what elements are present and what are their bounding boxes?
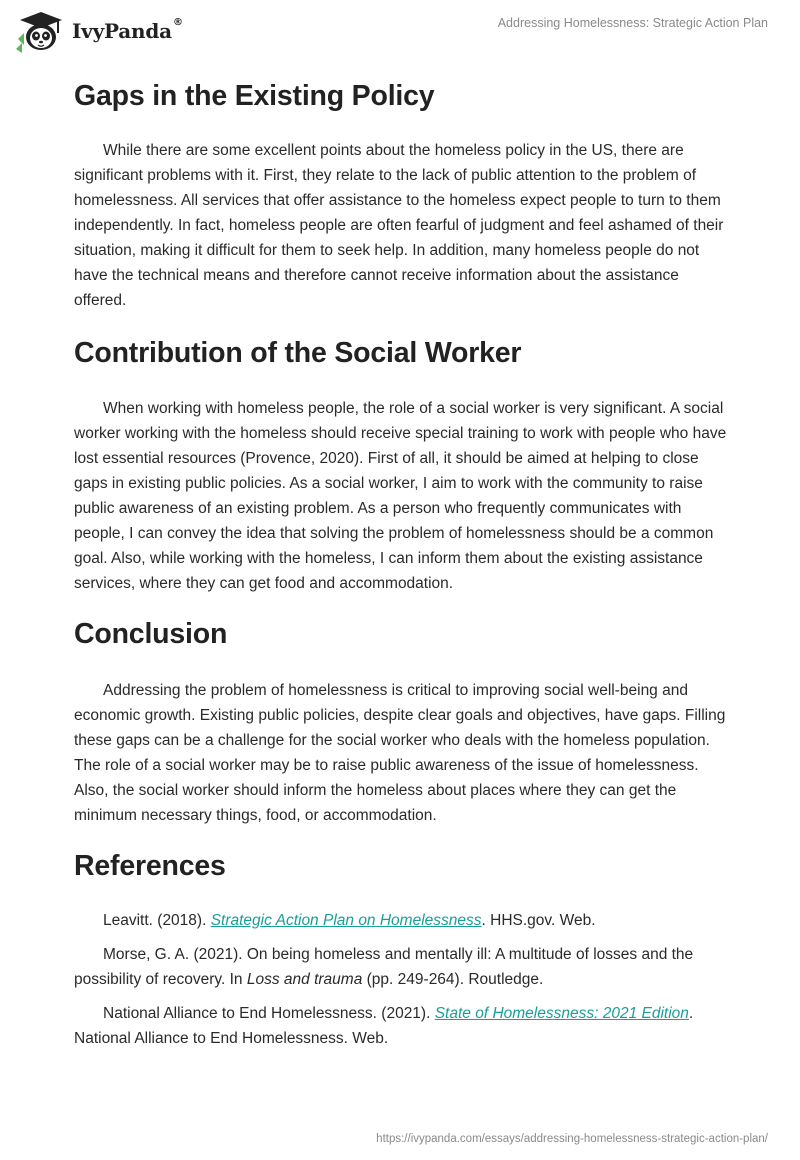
section-body-conclusion: Addressing the problem of homelessness is critical to improving social well-being and economic growth. Existing public policies, despite clear goals and objectives, have gaps. Filling these gaps can be a challenge for the social worker who deals with the homeless population. The role of a social worker may be to raise public awareness of the issue of homelessness. Also, the social worker should inform the homeless about places where they can get the minimum necessary things, food, or accommodation. bbox=[74, 682, 726, 824]
reference-link[interactable]: State of Homelessness: 2021 Edition bbox=[434, 1005, 689, 1022]
reference-item: Morse, G. A. (2021). On being homeless and mentally ill: A multitude of losses and the possibility of recovery. In Loss and trauma (pp. 249-264). Routledge. bbox=[74, 946, 694, 988]
reference-item: Leavitt. (2018). Strategic Action Plan on Homelessness. HHS.gov. Web. bbox=[103, 912, 596, 929]
running-title: Addressing Homelessness: Strategic Action Plan bbox=[497, 16, 768, 30]
article-content bbox=[74, 70, 728, 1060]
section-body-gaps: While there are some excellent points about the homeless policy in the US, there are significant problems with it. First, they relate to the lack of public attention to the problem of homelessness. All services that offer assistance to the homeless expect people to turn to them independently. In fact, homeless people are often fearful of judgment and feel ashamed of their situation, making it difficult for them to seek help. In addition, many homeless people do not have the technical means and therefore cannot receive information about the assistance offered. bbox=[74, 142, 724, 309]
footer-url[interactable]: https://ivypanda.com/essays/addressing-homelessness-strategic-action-plan/ bbox=[376, 1133, 768, 1145]
reference-link[interactable]: Strategic Action Plan on Homelessness bbox=[210, 912, 482, 929]
page-header bbox=[0, 0, 800, 60]
section-title-conclusion: Conclusion bbox=[74, 618, 228, 650]
section-title-contribution: Contribution of the Social Worker bbox=[74, 337, 522, 369]
ivypanda-logo[interactable] bbox=[14, 9, 183, 53]
reference-item: National Alliance to End Homelessness. (2021). State of Homelessness: 2021 Edition. National Alliance to End Homelessness. Web. bbox=[74, 1005, 694, 1047]
section-title-gaps: Gaps in the Existing Policy bbox=[74, 80, 435, 112]
panda-graduate-icon bbox=[14, 9, 66, 53]
section-title-references: References bbox=[74, 850, 226, 882]
brand-name: IvyPanda® bbox=[72, 17, 183, 43]
section-body-contribution: When working with homeless people, the role of a social worker is very significant. A social worker working with the homeless should receive special training to work with people who have lost essential resources (Provence, 2020). First of all, it should be aimed at helping to close gaps in existing public policies. As a social worker, I aim to work with the community to raise public awareness of an existing problem. As a person who frequently communicates with people, I can convey the idea that solving the problem of homelessness should be a common goal. Also, while working with the homeless, I can inform them about the existing assistance services, where they can get food and accommodation. bbox=[74, 400, 727, 592]
references-list bbox=[74, 908, 728, 1051]
